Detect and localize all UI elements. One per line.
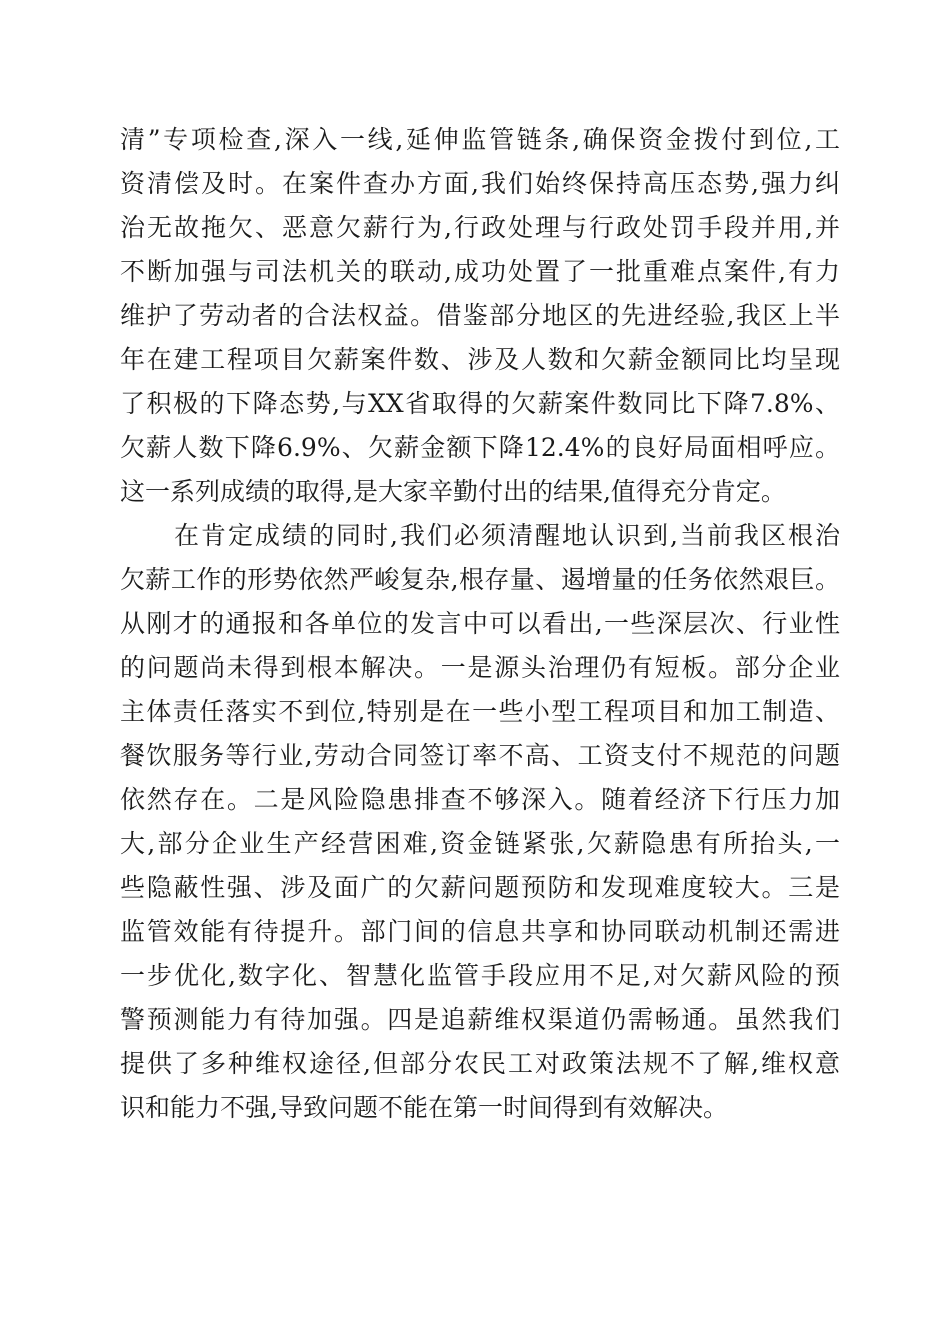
text-line: 治无故拖欠、恶意欠薪行为,行政处理与行政处罚手段并用,并 (120, 213, 840, 242)
text-line: 不断加强与司法机关的联动,成功处置了一批重难点案件,有力 (120, 257, 840, 286)
text-line: 大,部分企业生产经营困难,资金链紧张,欠薪隐患有所抬头,一 (120, 829, 840, 858)
text-line: 警预测能力有待加强。四是追薪维权渠道仍需畅通。虽然我们 (120, 1005, 840, 1034)
text-line: 欠薪人数下降6.9%、欠薪金额下降12.4%的良好局面相呼应。 (120, 433, 840, 462)
text-line: 的问题尚未得到根本解决。一是源头治理仍有短板。部分企业 (120, 653, 840, 682)
text-line: 这一系列成绩的取得,是大家辛勤付出的结果,值得充分肯定。 (120, 477, 786, 506)
text-line: 些隐蔽性强、涉及面广的欠薪问题预防和发现难度较大。三是 (120, 873, 840, 902)
text-line: 主体责任落实不到位,特别是在一些小型工程项目和加工制造、 (120, 697, 840, 726)
text-line: 清”专项检查,深入一线,延伸监管链条,确保资金拨付到位,工 (120, 125, 840, 154)
text-line: 一步优化,数字化、智慧化监管手段应用不足,对欠薪风险的预 (120, 961, 840, 990)
text-line: 识和能力不强,导致问题不能在第一时间得到有效解决。 (120, 1093, 728, 1122)
text-line: 年在建工程项目欠薪案件数、涉及人数和欠薪金额同比均呈现 (120, 345, 840, 374)
text-line: 从刚才的通报和各单位的发言中可以看出,一些深层次、行业性 (120, 609, 840, 638)
text-line: 提供了多种维权途径,但部分农民工对政策法规不了解,维权意 (120, 1049, 840, 1078)
text-line: 监管效能有待提升。部门间的信息共享和协同联动机制还需进 (120, 917, 840, 946)
text-line: 维护了劳动者的合法权益。借鉴部分地区的先进经验,我区上半 (120, 301, 840, 330)
text-line: 了积极的下降态势,与XX省取得的欠薪案件数同比下降7.8%、 (120, 389, 840, 418)
text-line: 在肯定成绩的同时,我们必须清醒地认识到,当前我区根治 (120, 521, 840, 550)
text-line: 依然存在。二是风险隐患排查不够深入。随着经济下行压力加 (120, 785, 840, 814)
text-line: 餐饮服务等行业,劳动合同签订率不高、工资支付不规范的问题 (120, 741, 840, 770)
text-line: 欠薪工作的形势依然严峻复杂,根存量、遏增量的任务依然艰巨。 (120, 565, 840, 594)
text-line: 资清偿及时。在案件查办方面,我们始终保持高压态势,强力纠 (120, 169, 840, 198)
